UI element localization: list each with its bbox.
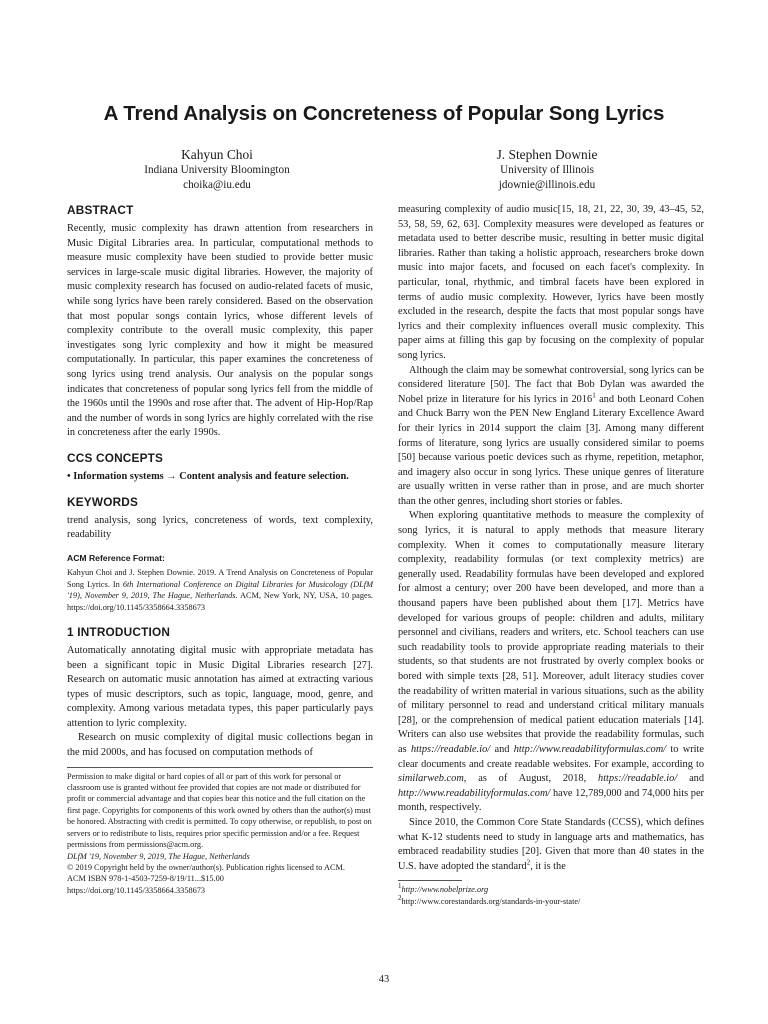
acm-reference-heading: ACM Reference Format: <box>67 552 165 563</box>
body-paragraph-2 <box>398 364 704 510</box>
readable-link[interactable]: https://readable.io/ <box>410 743 491 755</box>
similarweb-link[interactable]: similarweb.com <box>398 773 464 785</box>
text-run: When exploring quantitative methods to measure the complexity of song lyrics, it is natural to apply methods that measure literary complexity. When it comes to computationally measure literary complexity, readability formulas (or text complexity metrics) are generally used. Readability formulas have been developed and explored for almost a century; over 200 have been developed, and more than a thousand papers have been published about them [17]. Metrics have developed for various groups of people: children and adults, military personnel and civilians, readers and writers, etc. School teachers can use such readability tools to provide appropriate reading materials to their students, so that students are not frustrated by overly complex books or bored with simple texts [28, 51]. Moreover, adult literacy studies cover the readability of written material in various situations, such as the ability of military personnel to read and understand critical military manuals [28], or the comprehension of medical patient education materials [14]. Writers can also use websites that provide the readability formulas, such as <box>398 510 704 755</box>
acm-reference-part: ACM, New York, NY, USA, 10 pages. https://doi.org/10.1145/3358664.3358673 <box>67 591 373 612</box>
footnote-number: 1 <box>398 882 402 891</box>
footnote-divider <box>67 767 373 768</box>
readabilityformulas-link[interactable]: http://www.readabilityformulas.com/ <box>398 787 551 799</box>
left-column <box>67 203 373 896</box>
footnote-link[interactable]: http://www.nobelprize.org <box>401 885 489 895</box>
acm-reference-venue: 6th International Conference on Digital Libraries for Musicology (DLfM '19), November 9, 2019, The Hague, Netherlands. <box>67 579 373 601</box>
ccs-text: • Information systems → Content analysis and feature selection. <box>67 470 349 482</box>
permission-venue: DLfM '19, November 9, 2019, The Hague, Netherlands <box>67 851 250 861</box>
footnote-2 <box>398 893 704 907</box>
text-run: and <box>490 743 514 755</box>
author-email: jdownie@illinois.edu <box>498 178 596 191</box>
copyright-line: © 2019 Copyright held by the owner/author(s). Publication rights licensed to ACM. <box>67 862 345 872</box>
text-run: , it is the <box>530 860 566 872</box>
text-run: and both Leonard Cohen and Chuck Barry won the PEN New England Literary Excellence Award for their lyrics in 2014 support the claim [3]. Among many different forms of literature, song lyrics are usually considered similar to poems [50] because various poetic devices such as rhyme, repetition, metaphor, and imagery also occur in song lyrics. These unique genres of literature are usually written in verse rather than in prose, and are much shorter than the other genres, including short stories or fables. <box>398 393 705 507</box>
keywords-heading: KEYWORDS <box>67 494 139 509</box>
readabilityformulas-link[interactable]: http://www.readabilityformulas.com/ <box>513 743 667 755</box>
author-block-2 <box>397 146 697 192</box>
isbn-line: ACM ISBN 978-1-4503-7259-8/19/11...$15.00 <box>67 874 224 884</box>
text-run: have 12,789,000 and 74,000 hits per month, respectively. <box>398 787 704 814</box>
abstract-text: Recently, music complexity has drawn attention from researchers in Music Digital Libraries area. In particular, computational methods to measure music complexity have been studied to provide better music services in large-scale music digital libraries. However, the majority of music complexity research has focused on audio-related facets of music, while song lyrics have been rarely considered. Based on the observation that most popular songs contain lyrics, whose different levels of complexity contribute to the overall music complexity, this paper investigates song lyric complexity and how it might be measured computationally. In particular, this paper examines the concreteness of song lyrics using trend analysis. Our analysis on the popular songs indicates that concreteness of popular song lyrics fell from the middle of the 1960s until the 1990s and rose after that. The advent of Hip-Hop/Rap and the number of words in song lyrics are highly correlated with the rise in concreteness after the early 1990s. <box>67 223 373 439</box>
intro-paragraph-2: Research on music complexity of digital music collections began in the mid 2000s, and has focused on computation methods of <box>67 732 373 759</box>
permission-block <box>67 771 373 896</box>
footnote-number: 2 <box>398 893 402 902</box>
keywords-text: trend analysis, song lyrics, concreteness of words, text complexity, readability <box>67 514 373 541</box>
author-name: Kahyun Choi <box>181 147 253 162</box>
footnote-ref[interactable]: 2 <box>526 858 531 867</box>
footnote-link[interactable]: http://www.corestandards.org/standards-in-your-state/ <box>401 896 581 906</box>
intro-heading: 1 INTRODUCTION <box>67 624 171 639</box>
abstract-heading: ABSTRACT <box>67 203 134 217</box>
footnote-ref[interactable]: 1 <box>592 391 596 400</box>
author-affiliation: University of Illinois <box>500 164 594 176</box>
author-block-1 <box>67 146 367 192</box>
footnote-divider <box>398 880 462 881</box>
body-paragraph-3 <box>398 509 704 815</box>
paper-title: A Trend Analysis on Concreteness of Popular Song Lyrics <box>103 102 665 125</box>
text-run: to write clear documents and create readable websites. For example, according to <box>398 743 704 770</box>
text-run: Since 2010, the Common Core State Standards (CCSS), which defines what K-12 students need to study in language arts and mathematics, has embraced readability studies [20]. Given that more than 40 states in the U.S. have adopted the standard <box>398 816 704 872</box>
permission-text: Permission to make digital or hard copies of all or part of this work for personal or classroom use is granted without fee provided that copies are not made or distributed for profit or commercial advantage and that copies bear this notice and the full citation on the first page. Copyrights for components of this work owned by others than the author(s) must be honored. Abstracting with credit is permitted. To copy otherwise, or republish, to post on servers or to redistribute to lists, requires prior specific permission and/or a fee. Request permissions from permissions@acm.org. <box>67 771 372 850</box>
footnote-1 <box>398 884 704 895</box>
intro-paragraph-1: Automatically annotating digital music with appropriate metadata has been a significant topic in Music Digital Libraries research [27]. Research on automatic music annotation has aimed at extracting various types of music descriptors, such as topic, language, mood, genre, and complexity. Among various metadata types, this paper particularly pays attention to lyric complexity. <box>67 644 373 729</box>
author-email: choika@iu.edu <box>183 178 251 191</box>
footnotes <box>398 884 704 907</box>
right-column <box>398 203 704 907</box>
text-run: , as of August, 2018, <box>463 773 599 785</box>
body-paragraph-4 <box>398 816 704 874</box>
readable-link[interactable]: https://readable.io/ <box>598 773 678 785</box>
acm-reference-part: Kahyun Choi and J. Stephen Downie. 2019. A Trend Analysis on Concreteness of Popular Song Lyrics. In <box>67 568 373 589</box>
doi-line: https://doi.org/10.1145/3358664.3358673 <box>67 885 206 895</box>
text-run: and <box>677 773 704 785</box>
page-number: 43 <box>378 974 390 985</box>
body-paragraph-1: measuring complexity of audio music[15, 18, 21, 22, 30, 39, 43–45, 52, 53, 58, 59, 62, 63]. Complexity measures were developed as features or metadata used to better describe music, resulting in better music digital libraries. Rather than taking a holistic approach, researchers broke down music into major facets, and focused on each facet's complexity. In particular, tonal, rhythmic, and timbral facets have been explored in terms of audio music complexity. However, lyrics have been mostly excluded in the research, despite the facts that most popular songs have lyrics and their complexity influences overall music complexity. This paper aims at filling this gap by focusing on the complexity of popular song lyrics. <box>398 204 704 361</box>
acm-reference-text <box>67 567 373 613</box>
author-name: J. Stephen Downie <box>496 147 598 162</box>
author-affiliation: Indiana University Bloomington <box>144 164 290 176</box>
ccs-heading: CCS CONCEPTS <box>67 450 164 465</box>
text-run: Although the claim may be somewhat controversial, song lyrics can be considered literature [50]. The fact that Bob Dylan was awarded the Nobel prize in literature for his lyrics in 2016 <box>398 364 704 405</box>
